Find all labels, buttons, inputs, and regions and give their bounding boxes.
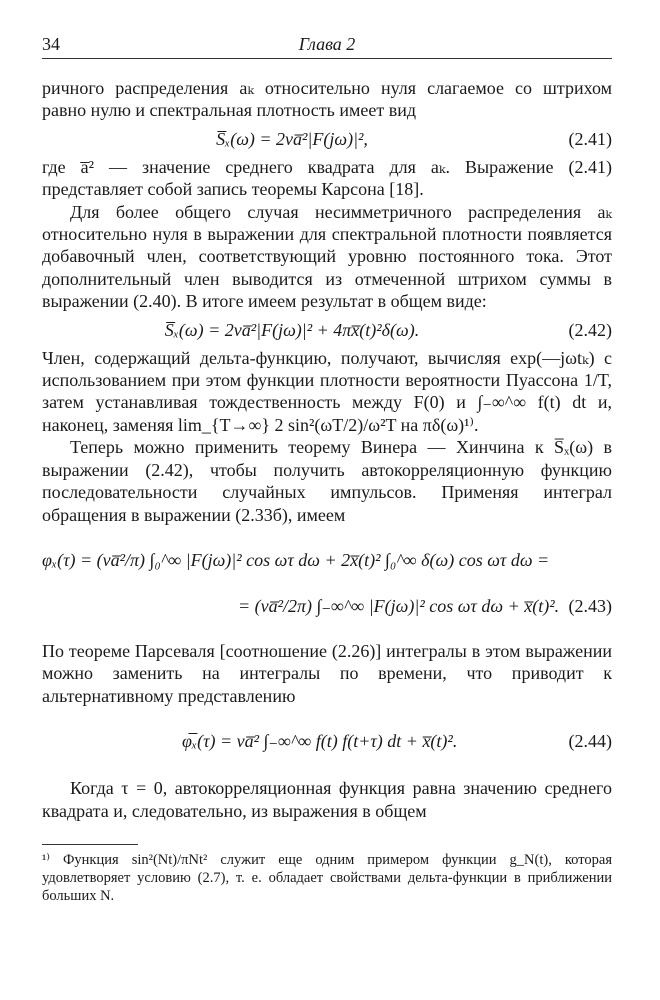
equation-2-43-line1: φₓ(τ) = (νa̅²/π) ∫₀^∞ |F(jω)|² cos ωτ dω + 2x̅(t)² ∫₀^∞ δ(ω) cos ωτ dω = bbox=[42, 549, 550, 570]
equation-2-41-number: (2.41) bbox=[568, 128, 612, 149]
equation-2-42-formula: S̅ₓ(ω) = 2νa̅²|F(jω)|² + 4πx̅(t)²δ(ω). bbox=[164, 319, 420, 340]
equation-2-41-formula: S̅ₓ(ω) = 2νa̅²|F(jω)|², bbox=[216, 128, 368, 149]
paragraph-7: Когда τ = 0, автокорреляционная функция равна значению среднего квадрата и, следовательно, из выражения в общем bbox=[42, 778, 612, 821]
equation-2-42-number: (2.42) bbox=[568, 319, 612, 340]
paragraph-4: Член, содержащий дельта-функцию, получают, вычисляя exp(—jωtₖ) с использованием при этом функции плотности вероятности Пуассона 1/T, затем устанавливая тождественность между F(0) и ∫₋∞^∞ f(t) dt и, наконец, заменяя lim_{T→∞} 2 sin²(ωT/2)/ω²T на πδ(ω)¹⁾. bbox=[42, 347, 612, 435]
paragraph-6: По теореме Парсеваля [соотношение (2.26)] интегралы в этом выражении можно заменить на интегралы по времени, что приводит к альтернативному представлению bbox=[42, 640, 612, 706]
equation-2-43-line2: = (νa̅²/2π) ∫₋∞^∞ |F(jω)|² cos ωτ dω + x̅(t)². bbox=[238, 595, 560, 616]
paragraph-3: Для более общего случая несимметричного распределения aₖ относительно нуля в выражении для спектральной плотности появляется добавочный член, соответствующий уровню постоянного тока. Этот дополнительный член выводится из отмеченной штрихом суммы в выражении (2.40). В итоге имеем результат в общем виде: bbox=[42, 201, 612, 312]
page-number: 34 bbox=[42, 34, 60, 54]
equation-2-42 bbox=[42, 313, 612, 347]
paragraph-5: Теперь можно применить теорему Винера — Хинчина к S̅ₓ(ω) в выражении (2.42), чтобы получить автокорреляционную функцию последовательности случайных импульсов. Применяя интеграл обращения в выражении (2.33б), имеем bbox=[42, 437, 612, 525]
footnote-rule bbox=[42, 844, 138, 845]
equation-2-43-number: (2.43) bbox=[568, 595, 612, 616]
paragraph-2: где a̅² — значение среднего квадрата для aₖ. Выражение (2.41) представляет собой запись теоремы Карсона [18]. bbox=[42, 156, 612, 200]
footnote: ¹⁾ Функция sin²(Nt)/πNt² служит еще одним примером функции g_N(t), которая удовлетворяет условию (2.7), т. е. обладает свойствами дельта-функции в приближении больших N. bbox=[42, 851, 612, 904]
equation-2-41 bbox=[42, 122, 612, 156]
equation-2-44-formula: φ̅ₓ(τ) = νa̅² ∫₋∞^∞ f(t) f(t+τ) dt + x̅(t)². bbox=[182, 731, 458, 752]
book-page bbox=[42, 32, 612, 905]
chapter-title: Глава 2 bbox=[298, 34, 356, 54]
paragraph-1: ричного распределения aₖ относительно нуля слагаемое со штрихом равно нулю и спектральная плотность имеет вид bbox=[42, 78, 612, 121]
running-header bbox=[42, 32, 612, 59]
equation-2-44 bbox=[42, 707, 612, 777]
equation-2-44-number: (2.44) bbox=[568, 731, 612, 752]
equation-2-43 bbox=[42, 532, 612, 630]
